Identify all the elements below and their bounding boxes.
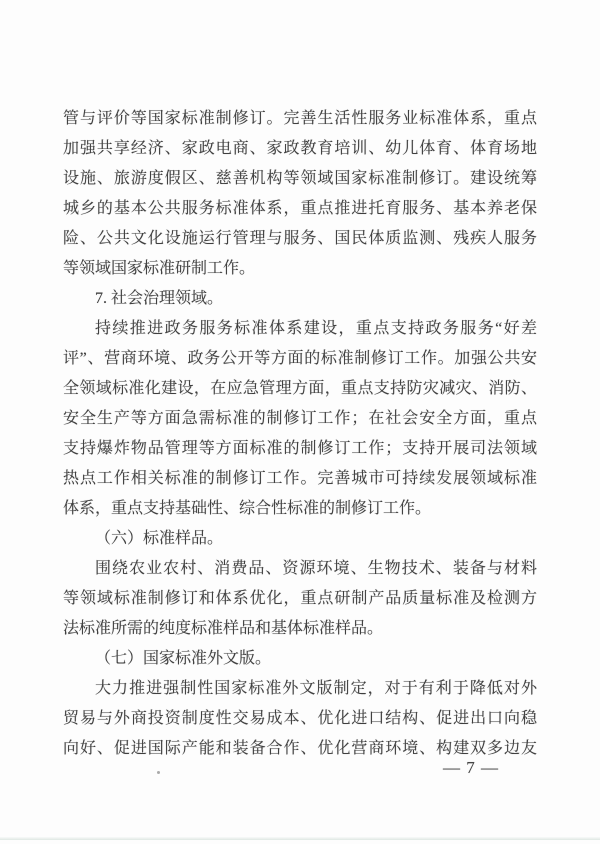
heading-section-seven-line: （七）国家标准外文版。 [95, 650, 272, 667]
para-continuation-services-line: 等领域国家标准研制工作。 [63, 260, 256, 277]
para-continuation-services-line: 险、公共文化设施运行管理与服务、国民体质监测、残疾人服务 [63, 230, 537, 247]
para-continuation-services-line: 设施、旅游度假区、慈善机构等领域国家标准制修订。建设统筹 [63, 170, 537, 187]
para-social-governance-line: 支持爆炸物品管理等方面标准的制修订工作；支持开展司法领域 [63, 440, 537, 457]
heading-section-six-line: （六）标准样品。 [95, 530, 224, 547]
scan-speck-artifact [157, 771, 160, 774]
document-body [63, 104, 537, 764]
page-number: — 7 — [443, 758, 499, 777]
para-social-governance-line: 热点工作相关标准的制修订工作。完善城市可持续发展领域标准 [63, 470, 537, 487]
para-social-governance-line: 安全生产等方面急需标准的制修订工作；在社会安全方面，重点 [63, 410, 537, 427]
para-social-governance-line: 体系，重点支持基础性、综合性标准的制修订工作。 [63, 500, 432, 517]
para-social-governance-line: 评”、营商环境、政务公开等方面的标准制修订工作。加强公共安 [63, 350, 537, 367]
para-foreign-language-editions-line: 大力推进强制性国家标准外文版制定，对于有利于降低对外 [95, 680, 537, 697]
scan-bottom-edge-artifact [0, 837, 600, 840]
para-social-governance-line: 持续推进政务服务标准体系建设，重点支持政务服务“好差 [95, 320, 537, 337]
para-standard-samples-line: 等领域标准制修订和体系优化，重点研制产品质量标准及检测方 [63, 590, 537, 607]
para-foreign-language-editions-line: 贸易与外商投资制度性交易成本、优化进口结构、促进出口向稳 [63, 710, 537, 727]
para-standard-samples-line: 法标准所需的纯度标准样品和基体标准样品。 [63, 620, 384, 637]
para-foreign-language-editions-line: 向好、促进国际产能和装备合作、优化营商环境、构建双多边友 [63, 740, 537, 757]
para-standard-samples-line: 围绕农业农村、消费品、资源环境、生物技术、装备与材料 [95, 560, 537, 577]
para-continuation-services-line: 城乡的基本公共服务标准体系，重点推进托育服务、基本养老保 [63, 200, 537, 217]
heading-social-governance-line: 7. 社会治理领域。 [95, 290, 224, 307]
para-social-governance-line: 全领域标准化建设，在应急管理方面，重点支持防灾减灾、消防、 [63, 380, 537, 397]
para-continuation-services-line: 管与评价等国家标准制修订。完善生活性服务业标准体系，重点 [63, 110, 537, 127]
para-continuation-services-line: 加强共享经济、家政电商、家政教育培训、幼儿体育、体育场地 [63, 140, 537, 157]
